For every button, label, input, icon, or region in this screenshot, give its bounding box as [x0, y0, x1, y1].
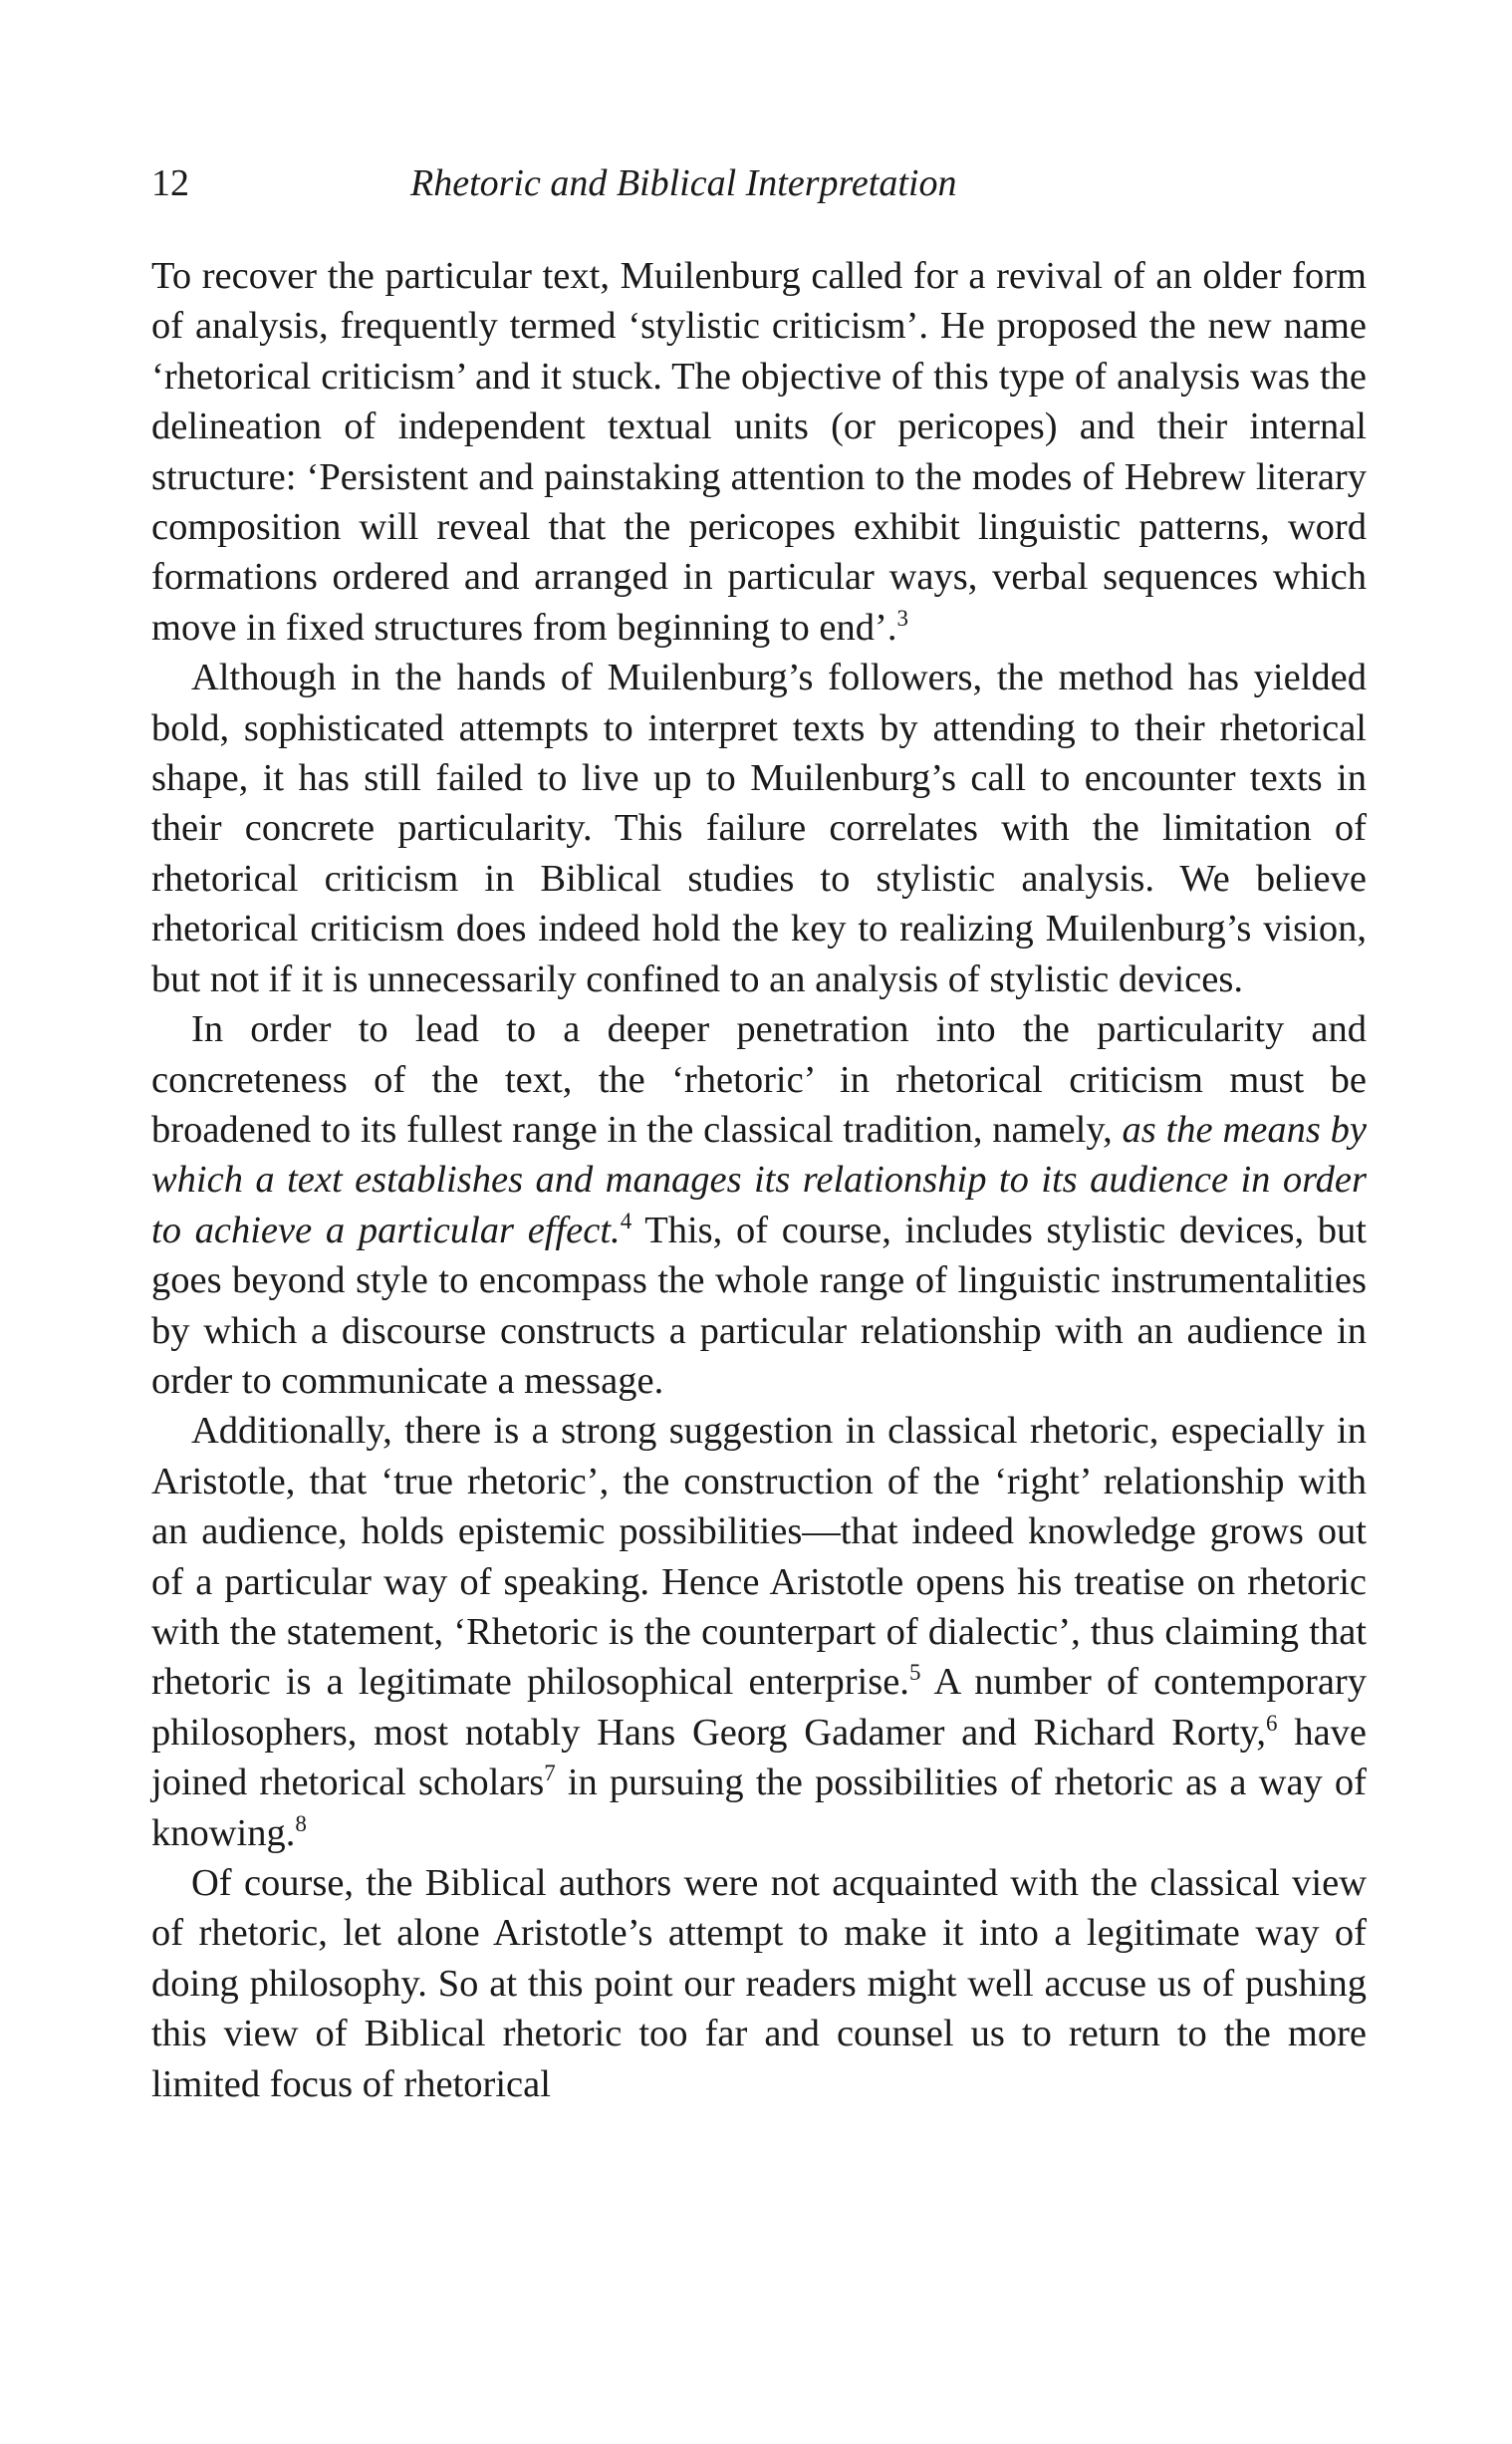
page-number: 12	[151, 162, 189, 204]
paragraph-4	[151, 1406, 1367, 1858]
paragraph-4-text-d: in pursuing the possibilities of rhetoric as a way of knowing.	[151, 1762, 1367, 1854]
paragraph-2	[151, 653, 1367, 1004]
footnote-ref-8: 8	[295, 1810, 307, 1836]
footnote-ref-6: 6	[1266, 1710, 1278, 1736]
paragraph-3-text-b: This, of course, includes stylistic devices, but goes beyond style to encompass the whole range of linguistic instrumentalities by which a discourse constructs a particular relationship with an audience in order to communicate a message.	[151, 1209, 1368, 1402]
footnote-ref-3: 3	[896, 606, 908, 632]
paragraph-4-text-a: Additionally, there is a strong suggestion in classical rhetoric, especially in Aristotle, that ‘true rhetoric’, the construction of the ‘right’ relationship with an audience, holds epistemic possibilities—that indeed knowledge grows out of a particular way of speaking. Hence Aristotle opens his treatise on rhetoric with the statement, ‘Rhetoric is the counterpart of dialectic’, thus claiming that rhetoric is a legitimate philosophical enterprise.	[151, 1410, 1367, 1704]
paragraph-1	[151, 251, 1367, 653]
paragraph-4-text-b: A number of contemporary philosophers, most notably Hans Georg Gadamer and Richard Rorty,	[151, 1661, 1367, 1754]
footnote-ref-5: 5	[908, 1660, 921, 1686]
paragraph-3-emphasis: as the means by which a text establishes and manages its relationship to its audience in order to achieve a particular effect.	[151, 1108, 1368, 1251]
paragraph-5-text: Of course, the Biblical authors were not acquainted with the classical view of rhetoric, let alone Aristotle’s attempt to make it into a legitimate way of doing philosophy. So at this point our readers might well accuse us of pushing this view of Biblical rhetoric too far and counsel us to return to the more limited focus of rhetorical	[151, 1862, 1367, 2105]
book-page	[151, 159, 1367, 2109]
running-head	[151, 159, 1367, 207]
paragraph-5	[151, 1858, 1367, 2109]
paragraph-3-text-a: In order to lead to a deeper penetration into the particularity and concreteness of the text, the ‘rhetoric’ in rhetorical criticism must be broadened to its fullest range in the classical tradition, namely,	[151, 1008, 1367, 1151]
footnote-ref-7: 7	[544, 1761, 556, 1786]
running-title: Rhetoric and Biblical Interpretation	[410, 162, 957, 204]
body-text	[151, 251, 1367, 2109]
paragraph-4-text-c: have joined rhetorical scholars	[151, 1711, 1367, 1804]
paragraph-1-text: To recover the particular text, Muilenburg called for a revival of an older form of analysis, frequently termed ‘stylistic criticism’. He proposed the new name ‘rhetorical criticism’ and it stuck. The objective of this type of analysis was the delineation of independent textual units (or pericopes) and their internal structure: ‘Persistent and painstaking attention to the modes of Hebrew literary composition will reveal that the pericopes exhibit linguistic patterns, word formations ordered and arranged in particular ways, verbal sequences which move in fixed structures from beginning to end’.	[151, 255, 1367, 649]
paragraph-2-text: Although in the hands of Muilenburg’s followers, the method has yielded bold, sophisticated attempts to interpret texts by attending to their rhetorical shape, it has still failed to live up to Muilenburg’s call to encounter texts in their concrete particularity. This failure correlates with the limitation of rhetorical criticism in Biblical studies to stylistic analysis. We believe rhetorical criticism does indeed hold the key to realizing Muilenburg’s vision, but not if it is unnecessarily confined to an analysis of stylistic devices.	[151, 657, 1367, 1000]
footnote-ref-4: 4	[620, 1208, 632, 1233]
paragraph-3	[151, 1004, 1367, 1406]
